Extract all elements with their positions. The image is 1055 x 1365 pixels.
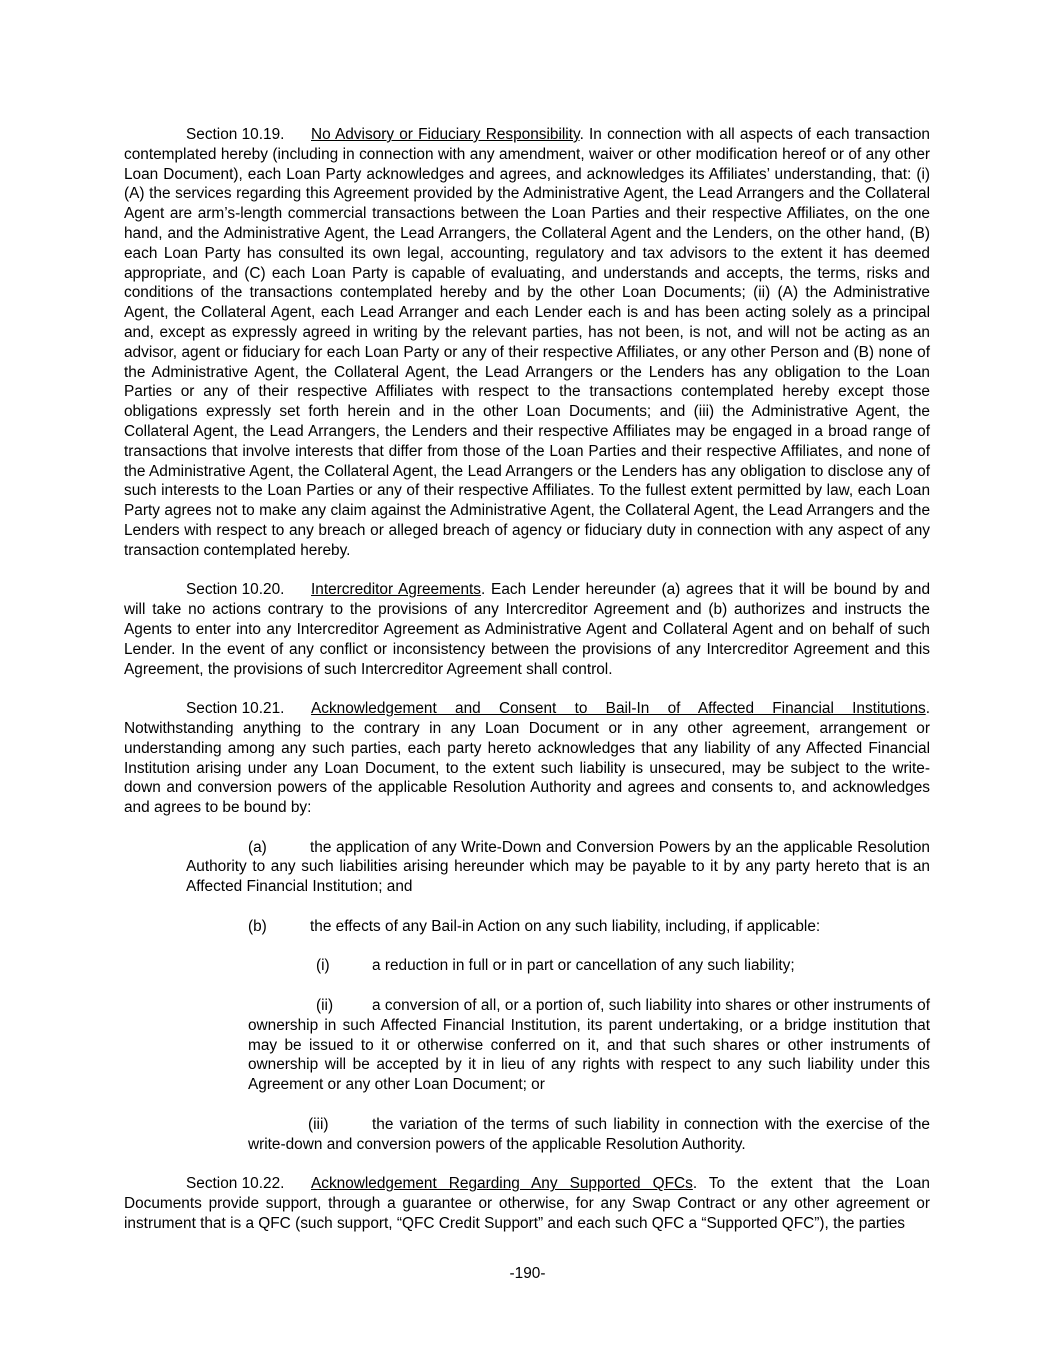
section-body: . In connection with all aspects of each transaction contemplated hereby (including in connection with any amendment, waiver or other modification hereof or of any other Loan Document), each Loan Party acknowledges and agrees, and acknowledges its Affiliates’ understanding, that: (i) (A) the services regarding this Agreement provided by the Administrative Agent, the Lead Arrangers and the Collateral Agent are arm’s-length commercial transactions between the Loan Parties and their respective Affiliates, on the one hand, and the Administrative Agent, the Lead Arrangers, the Collateral Agent and the Lenders, on the other hand, (B) each Loan Party has consulted its own legal, accounting, regulatory and tax advisors to the extent it has deemed appropriate, and (C) each Loan Party is capable of evaluating, and understands and accepts, the terms, risks and conditions of the transactions contemplated hereby and by the other Loan Documents; (ii) (A) the Administrative Agent, the Collateral Agent, each Lead Arranger and each Lender each is and has been acting solely as a principal and, except as expressly agreed in writing by the relevant parties, has not been, is not, and will not be acting as an advisor, agent or fiduciary for each Loan Party or any of their respective Affiliates, or any other Person and (B) none of the Administrative Agent, the Collateral Agent, the Lead Arrangers or the Lenders has any obligation to the Loan Parties or any of their respective Affiliates with respect to the transactions contemplated hereby except those obligations expressly set forth herein and in the other Loan Documents; and (iii) the Administrative Agent, the Collateral Agent, the Lead Arrangers, the Lenders and their respective Affiliates may be engaged in a broad range of transactions that involve interests that differ from those of the Loan Parties and their respective Affiliates, and none of the Administrative Agent, the Collateral Agent, the Lead Arrangers or the Lenders has any obligation to disclose any of such interests to the Loan Parties or any of their respective Affiliates. To the fullest extent permitted by law, each Loan Party agrees not to make any claim against the Administrative Agent, the Collateral Agent, the Lead Arrangers and the Lenders with respect to any breach or alleged breach of agency or fiduciary duty in connection with any aspect of any transaction contemplated hereby. — [124, 126, 930, 559]
clause-ii — [248, 996, 930, 1095]
section-number: Section 10.20. — [186, 581, 285, 599]
clause-b — [124, 917, 930, 937]
section-body: . Each Lender hereunder (a) agrees that it will be bound by and will take no actions contrary to the provisions of any Intercreditor Agreement and (b) authorizes and instructs the Agents to enter into any Intercreditor Agreement as Administrative Agent and Collateral Agent and on behalf of such Lender. In the event of any conflict or inconsistency between the provisions of any Intercreditor Agreement and this Agreement, the provisions of such Intercreditor Agreement shall control. — [124, 581, 931, 678]
clause-text: the variation of the terms of such liability in connection with the exercise of the write-down and conversion powers of the applicable Resolution Authority. — [248, 1115, 930, 1153]
section-10-19 — [124, 125, 930, 561]
clause-label: (ii) — [316, 997, 334, 1015]
clause-i — [248, 956, 930, 976]
section-body: . To the extent that the Loan Documents provide support, through a guarantee or otherwise, for any Swap Contract or any other agreement or instrument that is a QFC (such support, “QFC Credit Support” and each such QFC a “Supported QFC”), the parties — [124, 1175, 930, 1232]
section-title: Acknowledgement and Consent to Bail-In of Affected Financial Institutions — [311, 700, 926, 718]
clause-label: (a) — [248, 838, 267, 856]
page-number: -190- — [509, 1265, 546, 1282]
clause-iii — [248, 1115, 930, 1155]
clause-text: the effects of any Bail-in Action on any such liability, including, if applicable: — [310, 917, 821, 935]
section-10-22 — [124, 1174, 930, 1233]
section-body: . Notwithstanding anything to the contrary in any Loan Document or in any other agreement, arrangement or understanding among any such parties, each party hereto acknowledges that any liability of any Affected Financial Institution arising under any Loan Document, to the extent such liability is unsecured, may be subject to the write-down and conversion powers of the applicable Resolution Authority and agrees and consents to, and acknowledges and agrees to be bound by: — [124, 700, 930, 817]
section-title: Intercreditor Agreements — [311, 581, 482, 599]
clause-text: a reduction in full or in part or cancellation of any such liability; — [372, 957, 795, 975]
clause-label: (i) — [316, 957, 330, 975]
section-10-20 — [124, 580, 930, 679]
document-page — [124, 125, 930, 1253]
clause-label: (iii) — [308, 1115, 329, 1133]
clause-label: (b) — [248, 917, 267, 935]
section-number: Section 10.22. — [186, 1175, 285, 1193]
section-10-21 — [124, 699, 930, 818]
section-title: No Advisory or Fiduciary Responsibility — [311, 126, 580, 143]
clause-a — [186, 838, 930, 897]
clause-text: a conversion of all, or a portion of, such liability into shares or other instruments of ownership in such Affected Financial Institution, its parent undertaking, or a bridge institution that may be issued to it or otherwise conferred on it, and that such shares or other instruments of ownership will be accepted by it in lieu of any rights with respect to any such liability under this Agreement or any other Loan Document; or — [248, 997, 930, 1094]
section-number: Section 10.19. — [186, 126, 285, 143]
section-number: Section 10.21. — [186, 700, 285, 718]
section-title: Acknowledgement Regarding Any Supported QFCs — [311, 1175, 693, 1193]
clause-text: the application of any Write-Down and Conversion Powers by an the applicable Resolution Authority to any such liabilities arising hereunder which may be payable to it by any party hereto that is an Affected Financial Institution; and — [186, 838, 930, 896]
